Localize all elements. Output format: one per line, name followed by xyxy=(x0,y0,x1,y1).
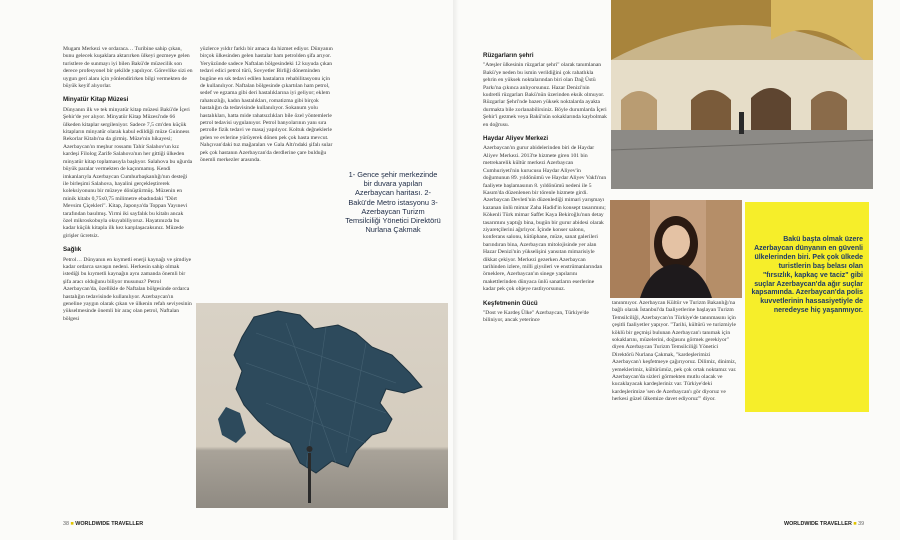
right-brand: WORLDWIDE TRAVELLER xyxy=(784,521,852,527)
map-mosaic-illustration xyxy=(196,303,448,508)
right-footer: WORLDWIDE TRAVELLER ■ 39 xyxy=(784,521,865,527)
minyatur-paragraph: Dünyanın ilk ve tek minyatür kitap müzesi Bakü'de İçeri Şehir'de yer alıyor. Minyatür Kitap Müzesi'nde 66 ülkeden kitaplar sergileniyor. Sadece 7,5 cm'den küçük kitapların minyatür olarak kabul edildiği müze Guinness Rekorlar Kitabı'na da girmiş. Müze'nin hikayesi; Azerbaycan'ın meşhur rossamı Tahir Salahov'un kız kardeşi Filolog Zarife Salahova'nın her gittiği ülkeden minyatür kitap toplamasıyla başlıyor. Salahova bu uğurda büyük paralar vermekten de kaçınmamış. Kendi imkanlarıyla Azerbaycan Cumhurbaşkanlığı'nın desteği ile birleşimi Salahova, hayalini gerçekleştirerek koleksiyonunu bir müzeye dönüştürmüş. Müzenin en minik kitabı 0,75x0,75 milimetre ebadındaki "Dört Mevsim Çiçekleri". Kitap, Japonya'da Toppan Yayınevi tarafından basılmış. Yirmi iki sayfalık bu kitabı ancak özel mikroskobuyla okuyabiliyoruz. Hayatınızda bu kadar küçük kitapla ilk kez karşılaşacaksınız. Müzede girişler ücretsiz. xyxy=(63,106,193,239)
ruzgar-paragraph: "Ateşler ülkesinin rüzgarlar şehri" olarak tanımlanan Bakü'ye neden bu ismin verildiğini çok rahatlıkla şehrin en yüksek noktalarından biri olan Dağ Üstü Parkı'na çıkınca anlıyorsunuz. Hazar Denizi'nin kudretli rüzgarları Bakü'nün üzerinden eksik olmuyor. Rüzgarlar Şehri'nde bazen yüksek noktalarda ayakta durmakta bile zorlanabilirsiniz. Böyle durumlarda İçeri Şehir'i gezmek veya Bakü'nün sokaklarında kaybolmak en doğrusu. xyxy=(483,62,607,128)
section-heading-saglik: Sağlık xyxy=(63,246,82,254)
section-heading-ruzgar: Rüzgarların şehri xyxy=(483,52,534,59)
naftalan-paragraph: yüzlerce yıldır farklı bir amaca da hizmet ediyor. Dünyanın birçok ülkesinden gelen hastalar ham petrolden şifa arıyor. Yeryüzünde sadece Naftalan bölgesindeki 12 kuyuda çıkan tedavi edici petrol türü, Sovyetler Birliği döneminden bugüne en sık tedavi edilen hastaların rehabilitasyonu için de kullanılıyor. Naftalan bölgesinde çıkartılan ham petrol, sedef ve egzama gibi deri hastalıklarına iyi geliyor; eklem rahatsızlığı, kadın hastalıkları, romatizma gibi birçok hastalığın da tedavisinde kullanılıyor. Sokanum yolu hastalıkları, hatta mide rahatsızlıkları bile özel yöntemlerle petrol tedavisi uygulanıyor. Petrol banyolarının yanı sıra petrolle fizik tedavi ve masaj yapılıyor. Koltuk değneklerle gelen ve evlerine yürüyerek dönen pek çok hasta mevcut. Nahçıvan'daki tuz mağaraları ve Gala Altı'ndaki şifalı sular pek çok hastanın Azerbaycan'da derdlerine çare bulduğu önemli merkezler arasında. xyxy=(200,46,333,164)
right-page-number: 39 xyxy=(858,521,865,527)
section-heading-kesfet: Keşfetmenin Gücü xyxy=(483,299,538,307)
metro-station-illustration xyxy=(611,0,873,189)
left-page-number: 38 xyxy=(63,521,69,527)
section-heading-aliyev: Haydar Aliyev Merkezi xyxy=(483,135,549,143)
baku-metro-photo xyxy=(611,0,873,189)
left-footer: 38 ■ WORLDWIDE TRAVELLER xyxy=(63,521,144,527)
azerbaijan-map-wall-photo xyxy=(196,303,448,508)
saglik-paragraph: Petrol… Dünyanın en kıymetli enerji kaynağı ve şimdiye kadar ordarca savaşın nedeni. Herkesin sahip olmak istediği bu kıymetli kaynağın aynı zamanda önemli bir şifa aracı olduğunu biliyor musunuz? Petrol Azerbaycan'da, özellikle de Naftalan bölgesinde ordarca hastalığın tedavisinde kullanılıyor. Azerbaycan'ın geneline yaygın olarak çıkan ve ülkenin refah seviyesinin yükselmesinde önemli bir araç olan petrol, Naftalan bölgesi xyxy=(63,256,192,322)
left-column-1 xyxy=(63,46,193,514)
intro-paragraph: Mugam Merkezi ve ordaraca… Turibine sahip çıkan, bunu gelecek kuşaklara aktarırken ülkeyi gezmeye gelen turistlere de sunmayı iyi bilen Bakü'de müzecilik son derece profesyonel bir şekilde yapılıyor. Görevlike sizi en uygun geri alanı için yönlendirirken bilgi vermekten de büyük keyif alıyorlar. xyxy=(63,46,193,90)
aliyev-paragraph: Azerbaycan'ın gurur abidelerinden biri de Haydar Aliyev Merkezi. 2013'te hizmete giren 101 bin metrekarelik kültür merkezi Azerbaycan Cumhuriyeti'nin kurucusu Haydar Aliyev'in doğumunun 89. yıldönümü ve Haydar Aliyev Vakfı'nın faaliyete başlamasının 8. yıldönümü nedeni ile 5 Kasım'da düzenlenen bir törenle hizmete girdi. Azerbaycan Devleti'nin düzenlediği mimari yarışmayı kazanan ünlü mimar Zaha Hadid'in konsept tasarımını; Kökenli Türk mimar Saffet Kaya Bekiroğlu'nun detay tasarımını yaptığı bina, bugün bir gurur abidesi olarak ziyaretçilerini ağırlıyor. İçinde konser salonu, konferans salonu, kütüphane, müze, sanat galerileri barındıran bina, Azerbaycan mitolojisinde yer alan Hazar Denizi'nin yükselişini yansıtan mimarisiyle dikkat çekiyor. Merkezi gezerken Azerbaycan tarihinden izlere, milli giysileri ve enstrümanlarından örneklere, Azerbaycan'ın sinege yapılarını makettlerinden dünyaca ünlü sanatların eserlerine kadar pek çok objeye rastlıyorsunuz. xyxy=(483,145,607,293)
page-spine xyxy=(453,0,463,540)
right-column-4 xyxy=(612,300,740,514)
kesfet-paragraph: "Dost ve Kardeş Ülke" Azerbaycan, Türkiye'de biliniyor, ancak yeterince xyxy=(483,310,589,324)
portrait-illustration xyxy=(610,200,742,298)
nurlana-cakmak-portrait xyxy=(610,200,742,298)
pull-quote-box xyxy=(745,202,869,412)
left-brand: WORLDWIDE TRAVELLER xyxy=(75,521,144,527)
left-column-2 xyxy=(200,46,334,296)
pull-quote-text: Bakü başta olmak üzere Azerbaycan dünyanın en güvenli ülkelerinden biri. Pek çok ülkede turistlerin baş belası olan "fırsızlık, kapkaç ve taciz" gibi suçlar Azerbaycan'da ağır suçlar kapsamında. Azerbaycan'da polis kuvvetlerinin hassasiyetiyle de neredeyse hiç yaşanmıyor. xyxy=(751,236,863,315)
photo-caption: 1- Gence şehir merkezinde bir duvara yapılan Azerbaycan haritası. 2- Bakü'de Metro istasyonu 3- Azerbaycan Turizm Temsilciliği Yönetici Direktörü Nurlana Çakmak xyxy=(345,170,441,235)
right-column-3 xyxy=(483,46,607,514)
section-heading-minyatur: Minyatür Kitap Müzesi xyxy=(63,96,129,104)
turizm-paragraph: tanınmıyor. Azerbaycan Kültür ve Turizm Bakanlığı'na bağlı olarak İstanbul'da faaliyetlerine başlayan Turizm Temsilciliği, Azerbaycan'ın Türkiye'de tanınmasını için çeşitli faaliyetler yapıyor. "Tarihi, kültürü ve turizmiyle köklü bir geçmişi bulunan Azerbaycan'ı tanımak için sokaklarını, müzelerini, doğasını görmek gerekiyor" diyen Azerbaycan Turizm Temsilciliği Yönetici Direktörü Nurlana Çakmak, "kardeşlerimizi Azerbaycan'ı keşfetmeye çağırıyoruz. Dilimiz, dinimiz, yemeklerimiz, kültürümüz, pek çok ortak noktamız var. Azerbaycan'da sizleri görmekten mutlu olacak ve kucaklayacak kardeşleriniz var. Türkiye'deki kardeşlerimize 'sen de Azerbaycan'ı gör diyoruz ve herkesi güzel ülkemize davet ediyoruz'" diyor. xyxy=(612,300,737,403)
